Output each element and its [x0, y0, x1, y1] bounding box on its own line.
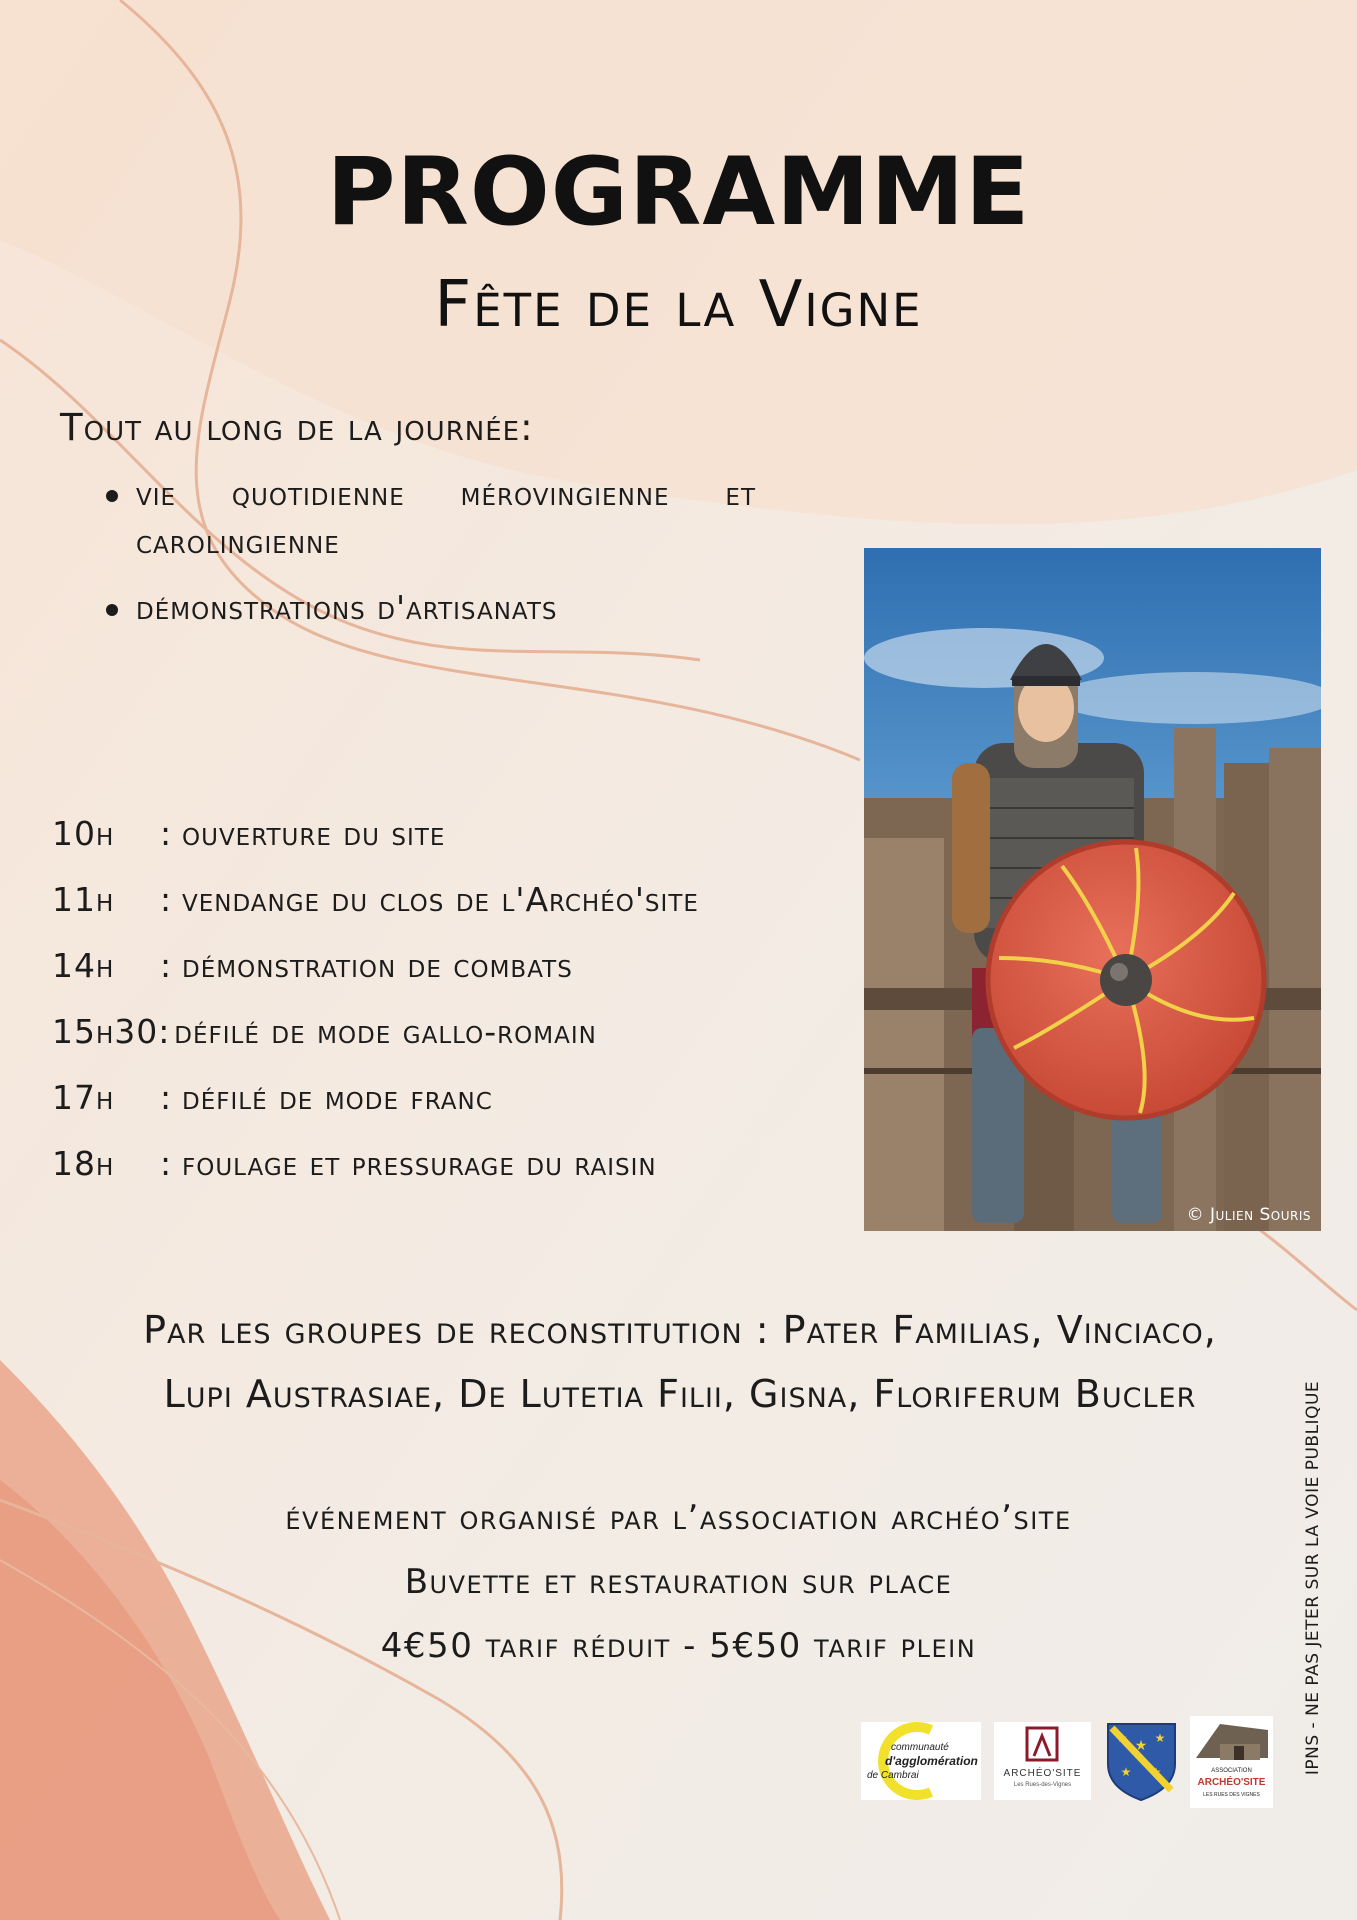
logo-text: LES RUES DES VIGNES: [1203, 1792, 1260, 1798]
schedule-label: démonstration de combats: [182, 945, 573, 985]
schedule-row: [52, 998, 699, 1064]
bullet-icon: [106, 490, 118, 502]
side-note: [1283, 1378, 1343, 1778]
bullet-icon: [106, 604, 118, 616]
organizer-text: événement organisé par l’association archéo’site: [285, 1498, 1072, 1538]
association-archeosite-logo: [1190, 1716, 1273, 1808]
catering-text: Buvette et restauration sur place: [404, 1562, 953, 1602]
page-title: PROGRAMME: [326, 138, 1031, 247]
schedule-time: 18h: [52, 1143, 115, 1183]
logo-text: ASSOCIATION: [1211, 1768, 1252, 1774]
schedule-label: vendange du clos de l'Archéo'site: [182, 879, 699, 919]
svg-text:★: ★: [1120, 1765, 1132, 1779]
groups-line: Par les groupes de reconstitution : Pater Familias, Vinciaco,: [143, 1308, 1217, 1352]
schedule-row: [52, 932, 699, 998]
page-subtitle: Fête de la Vigne: [434, 268, 923, 342]
schedule-label: défilé de mode franc: [182, 1077, 493, 1117]
schedule-time: 15h30: [52, 1011, 159, 1051]
schedule-label: défilé de mode gallo-romain: [174, 1011, 597, 1051]
logo-text: ARCHÉO'SITE: [1197, 1777, 1266, 1788]
schedule-row: [52, 1130, 699, 1196]
schedule-separator: :: [160, 813, 173, 853]
schedule-label: ouverture du site: [182, 813, 446, 853]
reenactment-groups: [40, 1298, 1320, 1426]
schedule-label: foulage et pressurage du raisin: [182, 1143, 657, 1183]
schedule-list: [52, 800, 699, 1196]
prices-text: 4€50 tarif réduit - 5€50 tarif plein: [380, 1626, 977, 1666]
svg-text:★: ★: [1150, 1765, 1162, 1779]
schedule-row: [52, 1064, 699, 1130]
list-item-text: vie quotidienne mérovingienne et carolingienne: [136, 474, 756, 561]
cambrai-agglomeration-logo: [861, 1722, 981, 1800]
schedule-time: 14h: [52, 945, 115, 985]
event-info: [0, 1486, 1357, 1678]
photo-credit: © Julien Souris: [1186, 1205, 1311, 1225]
schedule-separator: :: [158, 1011, 171, 1051]
schedule-separator: :: [160, 945, 173, 985]
schedule-separator: :: [160, 1077, 173, 1117]
schedule-separator: :: [160, 1143, 173, 1183]
svg-text:★: ★: [1116, 1731, 1128, 1745]
coat-of-arms-logo: [1104, 1720, 1179, 1802]
schedule-separator: :: [160, 879, 173, 919]
schedule-time: 10h: [52, 813, 115, 853]
side-note-text: IPNS - NE PAS JETER SUR LA VOIE PUBLIQUE: [1303, 1380, 1323, 1776]
schedule-time: 11h: [52, 879, 115, 919]
warrior-photo: [864, 548, 1321, 1231]
schedule-row: [52, 800, 699, 866]
schedule-time: 17h: [52, 1077, 115, 1117]
schedule-row: [52, 866, 699, 932]
svg-text:★: ★: [1154, 1731, 1166, 1745]
groups-line: Lupi Austrasiae, De Lutetia Filii, Gisna, Floriferum Bucler: [163, 1372, 1197, 1416]
logo-text: de Cambrai: [867, 1770, 919, 1781]
logo-text: communauté: [891, 1742, 949, 1753]
logo-text: d'agglomération: [885, 1754, 978, 1768]
svg-text:★: ★: [1134, 1738, 1148, 1754]
logo-text: Les Rues-des-Vignes: [1013, 1782, 1072, 1788]
list-item-text: démonstrations d'artisanats: [136, 588, 558, 627]
archeosite-logo: [994, 1722, 1091, 1800]
logo-text: ARCHÉO'SITE: [1003, 1768, 1082, 1779]
all-day-heading: Tout au long de la journée:: [60, 406, 534, 449]
